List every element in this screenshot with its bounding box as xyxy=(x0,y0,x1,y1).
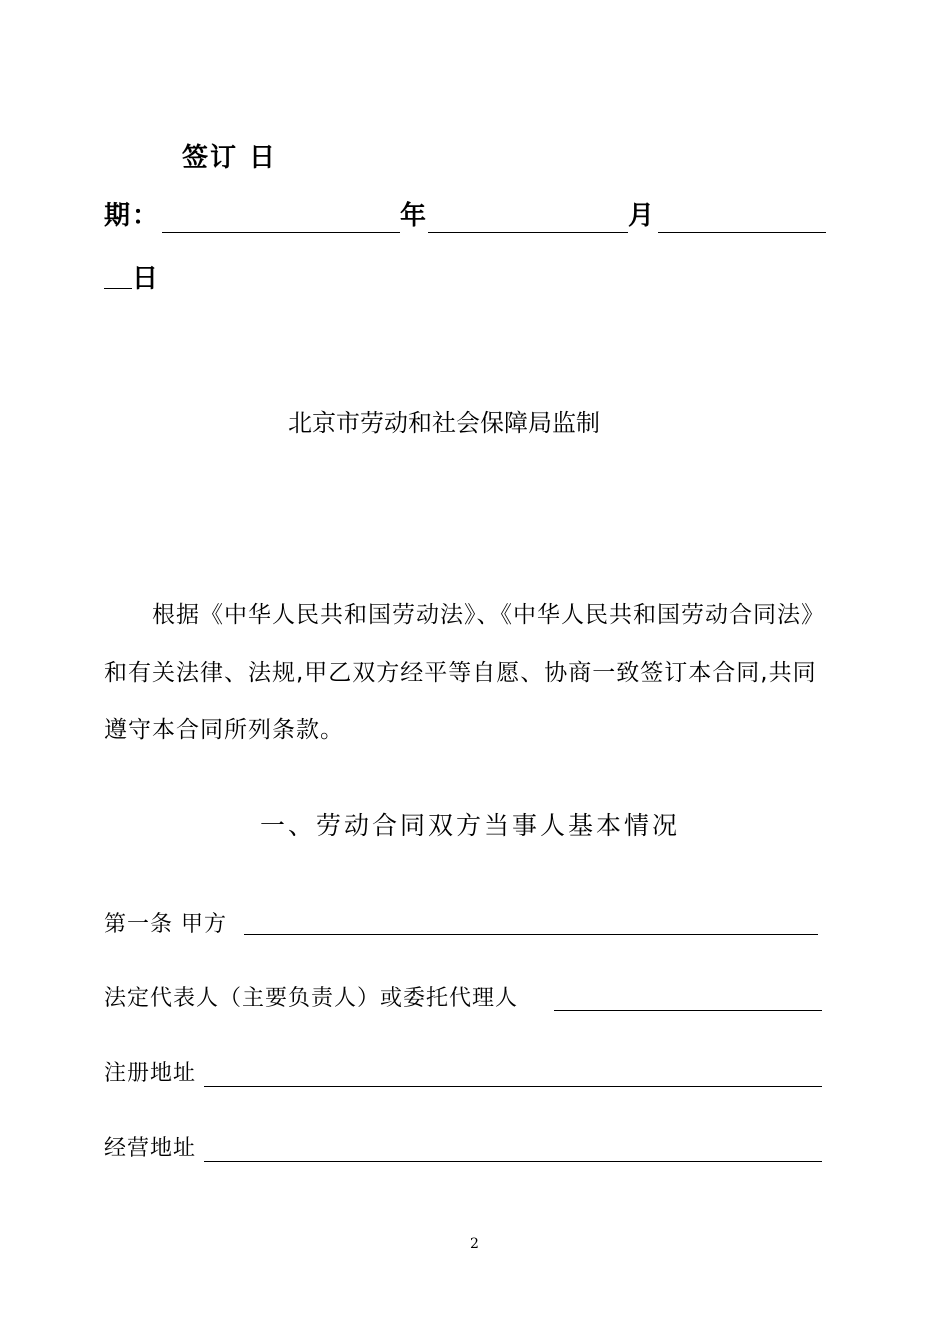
field-line-party-a xyxy=(244,934,818,935)
preamble-line-2: 和有关法律、法规,甲乙双方经平等自愿、协商一致签订本合同,共同 xyxy=(104,660,817,686)
field-label-registered-address: 注册地址 xyxy=(104,1061,197,1086)
field-line-legal-representative xyxy=(554,1010,822,1011)
signing-date-label-line1: 签订 日 xyxy=(182,143,278,173)
day-blank-line xyxy=(658,232,826,233)
supervisor-text: 北京市劳动和社会保障局监制 xyxy=(288,409,600,437)
page-number: 2 xyxy=(470,1236,479,1252)
preamble-line-3: 遵守本合同所列条款。 xyxy=(104,717,344,743)
year-blank-line xyxy=(162,232,400,233)
day-label: 日 xyxy=(132,264,161,294)
field-label-legal-representative: 法定代表人（主要负责人）或委托代理人 xyxy=(104,986,519,1011)
signing-date-label-line2: 期： xyxy=(104,201,161,231)
day-blank-line-short xyxy=(104,288,132,289)
field-label-business-address: 经营地址 xyxy=(104,1136,197,1161)
field-line-business-address xyxy=(204,1161,822,1162)
field-line-registered-address xyxy=(204,1086,822,1087)
section-title: 一、劳动合同双方当事人基本情况 xyxy=(260,811,681,840)
month-label: 月 xyxy=(628,201,657,231)
preamble-line-1: 根据《中华人民共和国劳动法》、《中华人民共和国劳动合同法》 xyxy=(152,602,825,628)
field-label-party-a: 第一条 甲方 xyxy=(104,912,227,937)
year-label: 年 xyxy=(400,201,429,231)
month-blank-line xyxy=(428,232,628,233)
